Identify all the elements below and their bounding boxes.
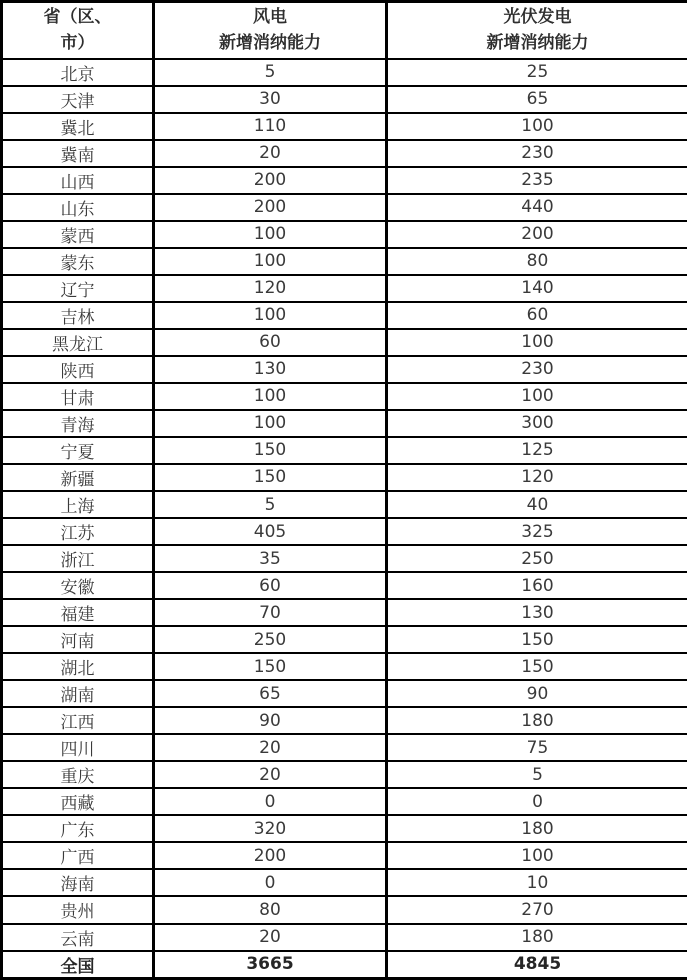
table-row	[2, 221, 687, 248]
wind-cell: 120	[154, 275, 387, 302]
wind-cell: 405	[154, 518, 387, 545]
header-wind-line2: 新增消纳能力	[219, 33, 321, 54]
wind-cell: 100	[154, 410, 387, 437]
table-row	[2, 653, 687, 680]
table-row	[2, 626, 687, 653]
solar-cell: 60	[387, 302, 687, 329]
header-province-line2: 市）	[60, 33, 95, 54]
table-row	[2, 842, 687, 869]
table-row	[2, 356, 687, 383]
solar-cell: 120	[387, 464, 687, 491]
table-row	[2, 734, 687, 761]
solar-cell: 65	[387, 86, 687, 113]
province-cell: 广西	[2, 842, 154, 869]
total-wind-cell: 3665	[154, 951, 387, 979]
province-cell: 冀南	[2, 140, 154, 167]
wind-cell: 30	[154, 86, 387, 113]
solar-cell: 0	[387, 788, 687, 815]
total-row	[2, 951, 687, 979]
solar-cell: 230	[387, 140, 687, 167]
solar-cell: 440	[387, 194, 687, 221]
solar-cell: 100	[387, 842, 687, 869]
province-cell: 海南	[2, 869, 154, 896]
header-province	[2, 2, 154, 59]
province-cell: 上海	[2, 491, 154, 518]
province-cell: 江苏	[2, 518, 154, 545]
header-province-line1: 省（区、	[43, 6, 112, 27]
solar-cell: 180	[387, 924, 687, 951]
solar-cell: 10	[387, 869, 687, 896]
solar-cell: 100	[387, 383, 687, 410]
header-solar-line2: 新增消纳能力	[486, 33, 589, 54]
total-solar-cell: 4845	[387, 951, 687, 979]
wind-cell: 90	[154, 707, 387, 734]
solar-cell: 160	[387, 572, 687, 599]
wind-cell: 35	[154, 545, 387, 572]
province-cell: 四川	[2, 734, 154, 761]
table-row	[2, 599, 687, 626]
table-row	[2, 383, 687, 410]
solar-cell: 150	[387, 653, 687, 680]
province-cell: 陕西	[2, 356, 154, 383]
table-row	[2, 302, 687, 329]
table-row	[2, 815, 687, 842]
solar-cell: 40	[387, 491, 687, 518]
solar-cell: 75	[387, 734, 687, 761]
header-solar	[387, 2, 687, 59]
wind-cell: 0	[154, 869, 387, 896]
table-row	[2, 924, 687, 951]
solar-cell: 125	[387, 437, 687, 464]
province-cell: 河南	[2, 626, 154, 653]
table-row	[2, 518, 687, 545]
solar-cell: 150	[387, 626, 687, 653]
solar-cell: 235	[387, 167, 687, 194]
solar-cell: 100	[387, 113, 687, 140]
wind-cell: 0	[154, 788, 387, 815]
table-row	[2, 248, 687, 275]
wind-cell: 60	[154, 572, 387, 599]
province-cell: 吉林	[2, 302, 154, 329]
wind-cell: 100	[154, 248, 387, 275]
solar-cell: 5	[387, 761, 687, 788]
table-row	[2, 437, 687, 464]
province-cell: 贵州	[2, 896, 154, 923]
solar-cell: 300	[387, 410, 687, 437]
wind-cell: 60	[154, 329, 387, 356]
province-cell: 湖南	[2, 680, 154, 707]
province-cell: 山东	[2, 194, 154, 221]
wind-cell: 320	[154, 815, 387, 842]
wind-cell: 200	[154, 842, 387, 869]
province-cell: 辽宁	[2, 275, 154, 302]
header-wind	[154, 2, 387, 59]
table-row	[2, 788, 687, 815]
wind-cell: 200	[154, 167, 387, 194]
wind-cell: 150	[154, 464, 387, 491]
table-row	[2, 59, 687, 86]
wind-cell: 65	[154, 680, 387, 707]
solar-cell: 200	[387, 221, 687, 248]
solar-cell: 25	[387, 59, 687, 86]
wind-cell: 110	[154, 113, 387, 140]
table-row	[2, 869, 687, 896]
table-row	[2, 761, 687, 788]
province-cell: 云南	[2, 924, 154, 951]
wind-cell: 100	[154, 302, 387, 329]
wind-cell: 80	[154, 896, 387, 923]
wind-cell: 20	[154, 734, 387, 761]
province-cell: 广东	[2, 815, 154, 842]
table-row	[2, 194, 687, 221]
province-cell: 甘肃	[2, 383, 154, 410]
province-cell: 江西	[2, 707, 154, 734]
solar-cell: 140	[387, 275, 687, 302]
solar-cell: 270	[387, 896, 687, 923]
table-row	[2, 680, 687, 707]
wind-cell: 150	[154, 437, 387, 464]
province-cell: 青海	[2, 410, 154, 437]
wind-cell: 5	[154, 491, 387, 518]
wind-cell: 100	[154, 221, 387, 248]
solar-cell: 180	[387, 815, 687, 842]
wind-cell: 20	[154, 140, 387, 167]
header-row	[2, 2, 687, 59]
table-row	[2, 464, 687, 491]
province-cell: 浙江	[2, 545, 154, 572]
wind-cell: 250	[154, 626, 387, 653]
table-row	[2, 545, 687, 572]
table-row	[2, 410, 687, 437]
solar-cell: 180	[387, 707, 687, 734]
province-cell: 宁夏	[2, 437, 154, 464]
province-cell: 蒙东	[2, 248, 154, 275]
province-cell: 黑龙江	[2, 329, 154, 356]
province-cell: 重庆	[2, 761, 154, 788]
table-row	[2, 140, 687, 167]
table-row	[2, 896, 687, 923]
solar-cell: 90	[387, 680, 687, 707]
solar-cell: 80	[387, 248, 687, 275]
province-cell: 湖北	[2, 653, 154, 680]
wind-cell: 20	[154, 761, 387, 788]
total-label-cell: 全国	[2, 951, 154, 979]
wind-cell: 200	[154, 194, 387, 221]
province-cell: 冀北	[2, 113, 154, 140]
header-wind-line1: 风电	[253, 6, 287, 27]
solar-cell: 230	[387, 356, 687, 383]
wind-cell: 150	[154, 653, 387, 680]
solar-cell: 130	[387, 599, 687, 626]
header-solar-line1: 光伏发电	[503, 6, 572, 27]
table-row	[2, 86, 687, 113]
table-row	[2, 329, 687, 356]
wind-cell: 100	[154, 383, 387, 410]
table-row	[2, 572, 687, 599]
province-cell: 安徽	[2, 572, 154, 599]
solar-cell: 325	[387, 518, 687, 545]
province-cell: 山西	[2, 167, 154, 194]
wind-cell: 20	[154, 924, 387, 951]
solar-cell: 250	[387, 545, 687, 572]
province-cell: 蒙西	[2, 221, 154, 248]
wind-cell: 130	[154, 356, 387, 383]
table-row	[2, 491, 687, 518]
wind-cell: 5	[154, 59, 387, 86]
table-row	[2, 167, 687, 194]
province-cell: 福建	[2, 599, 154, 626]
wind-cell: 70	[154, 599, 387, 626]
solar-cell: 100	[387, 329, 687, 356]
province-cell: 西藏	[2, 788, 154, 815]
table-row	[2, 275, 687, 302]
table-row	[2, 707, 687, 734]
province-cell: 北京	[2, 59, 154, 86]
province-cell: 天津	[2, 86, 154, 113]
province-cell: 新疆	[2, 464, 154, 491]
table-row	[2, 113, 687, 140]
